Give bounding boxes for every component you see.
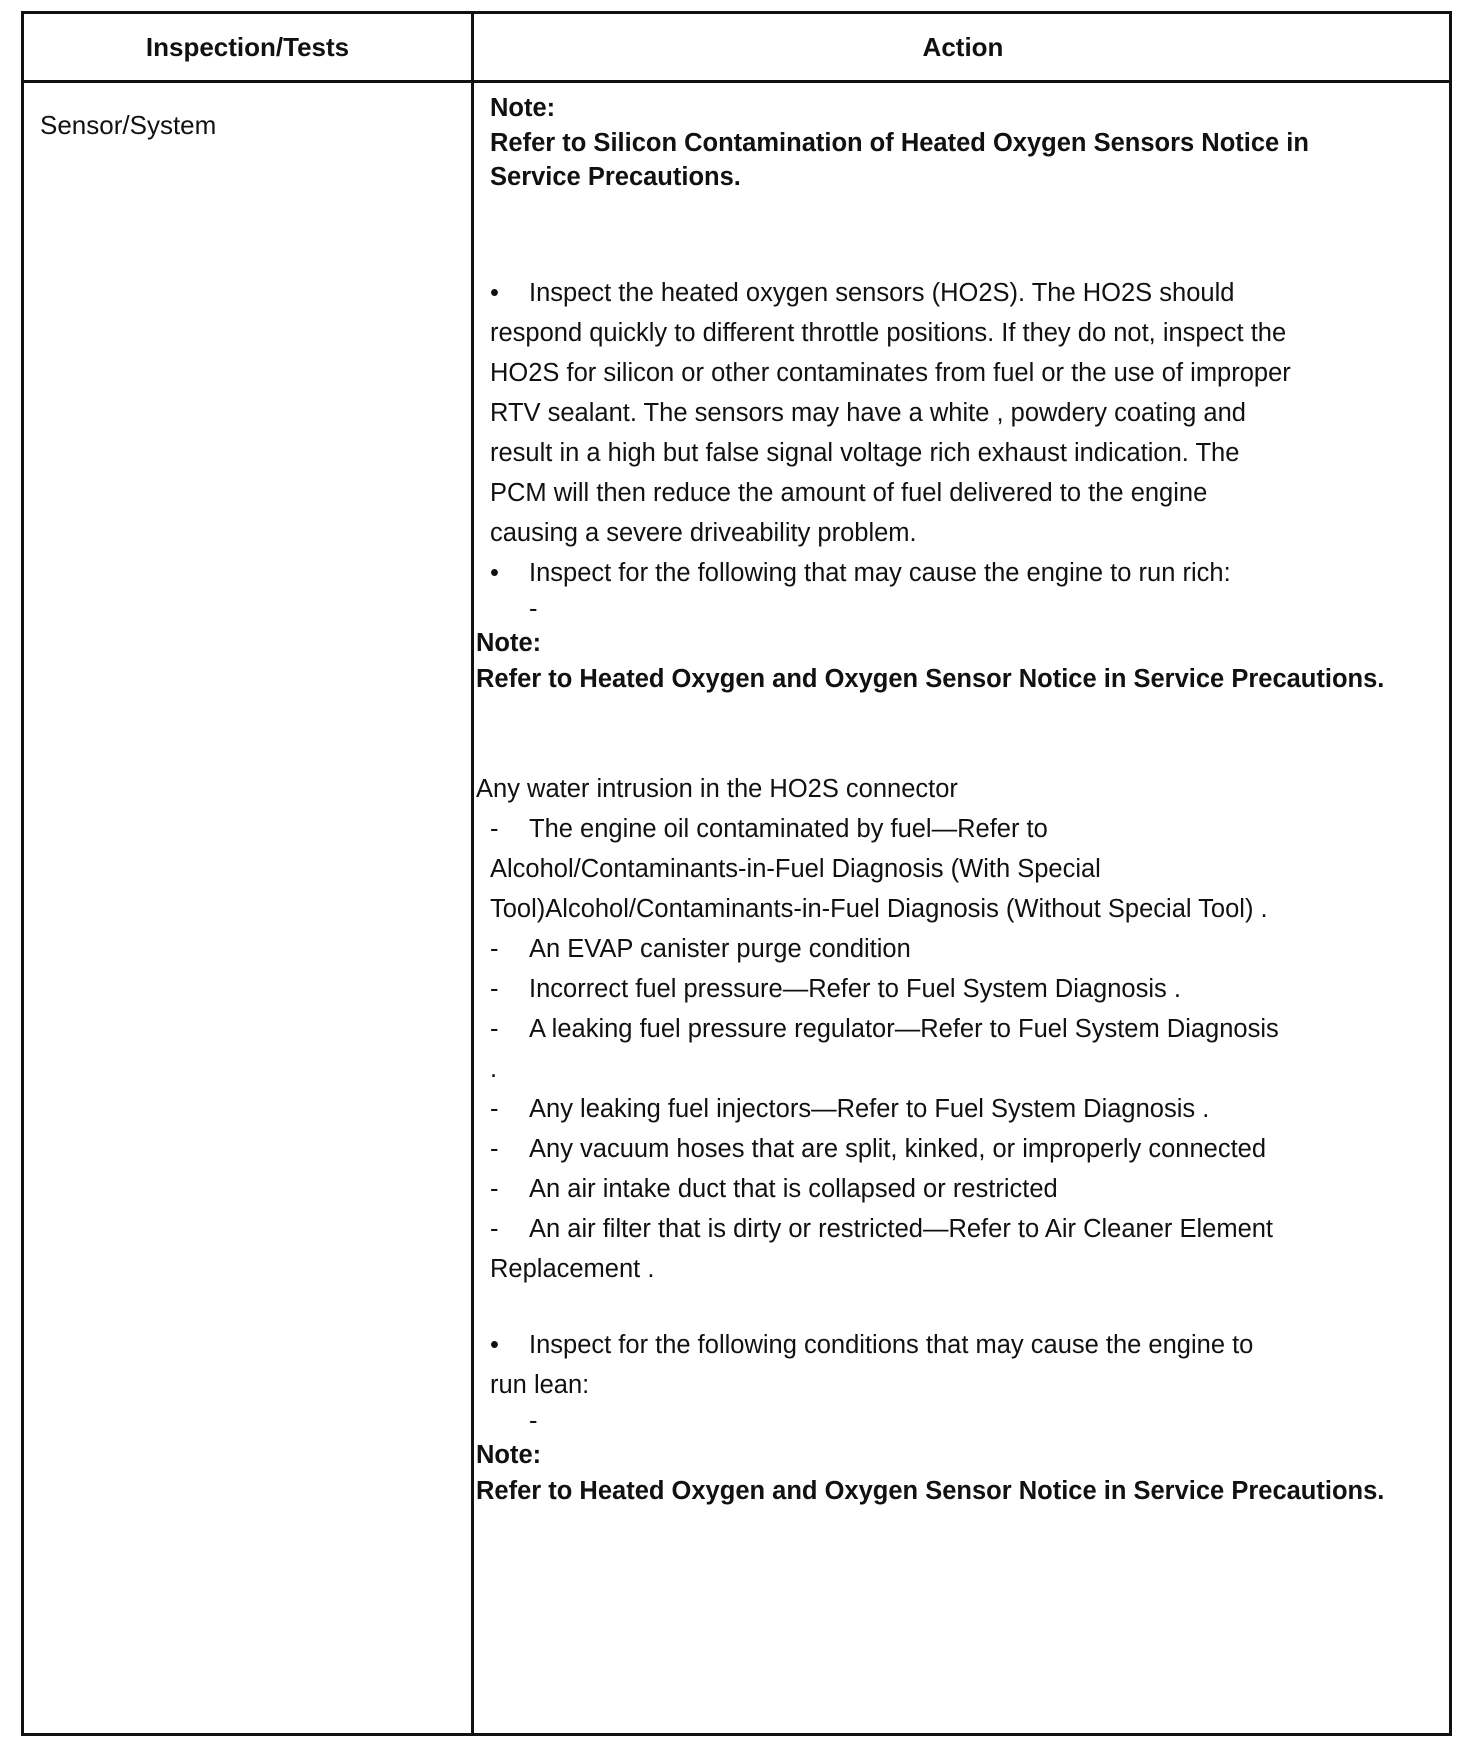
rich-item-regulator-line2: . xyxy=(490,1055,498,1083)
dash-marker: - xyxy=(490,1095,499,1123)
header-action: Action xyxy=(922,31,1004,62)
p2-text: Inspect for the following that may cause the engine to run rich: xyxy=(529,559,1231,587)
dash-marker: - xyxy=(490,935,499,963)
p3-line2: run lean: xyxy=(490,1371,590,1399)
p1-line6: PCM will then reduce the amount of fuel delivered to the engine xyxy=(490,479,1208,507)
column-divider xyxy=(471,14,474,1733)
bullet-marker: • xyxy=(490,279,499,307)
note3-text: Refer to Heated Oxygen and Oxygen Sensor Notice in Service Precautions. xyxy=(476,1477,1385,1505)
note2-text: Refer to Heated Oxygen and Oxygen Sensor Notice in Service Precautions. xyxy=(476,665,1385,693)
p1-line3: HO2S for silicon or other contaminates from fuel or the use of improper xyxy=(490,359,1291,387)
rich-item-regulator-line1: A leaking fuel pressure regulator—Refer to Fuel System Diagnosis xyxy=(529,1015,1279,1043)
p1-line4: RTV sealant. The sensors may have a white , powdery coating and xyxy=(490,399,1246,427)
dash-marker: - xyxy=(490,1015,499,1043)
bullet-marker: • xyxy=(490,1331,499,1359)
rich-item-oil-line3: Tool)Alcohol/Contaminants-in-Fuel Diagnosis (Without Special Tool) . xyxy=(490,895,1268,923)
dash-marker: - xyxy=(490,975,499,1003)
rich-item-pressure: Incorrect fuel pressure—Refer to Fuel System Diagnosis . xyxy=(529,975,1181,1003)
rich-item-duct: An air intake duct that is collapsed or restricted xyxy=(529,1175,1058,1203)
rich-item-oil-line2: Alcohol/Contaminants-in-Fuel Diagnosis (With Special xyxy=(490,855,1101,883)
dash-marker: - xyxy=(490,1215,499,1243)
test-cell: Sensor/System xyxy=(40,110,217,140)
p3-line1: Inspect for the following conditions that may cause the engine to xyxy=(529,1331,1254,1359)
note1-label: Note: xyxy=(490,94,556,122)
p1-line5: result in a high but false signal voltage rich exhaust indication. The xyxy=(490,439,1240,467)
rich-item-injectors: Any leaking fuel injectors—Refer to Fuel System Diagnosis . xyxy=(529,1095,1210,1123)
rich-item-water: Any water intrusion in the HO2S connector xyxy=(476,775,958,803)
note1-line1: Refer to Silicon Contamination of Heated Oxygen Sensors Notice in xyxy=(490,129,1309,157)
p1-line2: respond quickly to different throttle positions. If they do not, inspect the xyxy=(490,319,1287,347)
dash-marker: - xyxy=(490,1135,499,1163)
rich-item-filter-line1: An air filter that is dirty or restricted—Refer to Air Cleaner Element xyxy=(529,1215,1274,1243)
rich-item-vacuum: Any vacuum hoses that are split, kinked, or improperly connected xyxy=(529,1135,1267,1163)
p1-line7: causing a severe driveability problem. xyxy=(490,519,917,547)
dash-marker: - xyxy=(529,1407,538,1435)
diagnostic-table xyxy=(21,11,1452,1736)
bullet-marker: • xyxy=(490,559,499,587)
dash-marker: - xyxy=(490,815,499,843)
dash-marker: - xyxy=(529,595,538,623)
rich-item-evap: An EVAP canister purge condition xyxy=(529,935,911,963)
p1-line1: Inspect the heated oxygen sensors (HO2S). The HO2S should xyxy=(529,279,1235,307)
header-divider xyxy=(24,80,1449,83)
note1-line2: Service Precautions. xyxy=(490,163,741,191)
rich-item-filter-line2: Replacement . xyxy=(490,1255,655,1283)
note2-label: Note: xyxy=(476,629,542,657)
header-inspection-tests: Inspection/Tests xyxy=(145,31,350,62)
rich-item-oil-line1: The engine oil contaminated by fuel—Refer to xyxy=(529,815,1048,843)
dash-marker: - xyxy=(490,1175,499,1203)
note3-label: Note: xyxy=(476,1441,542,1469)
